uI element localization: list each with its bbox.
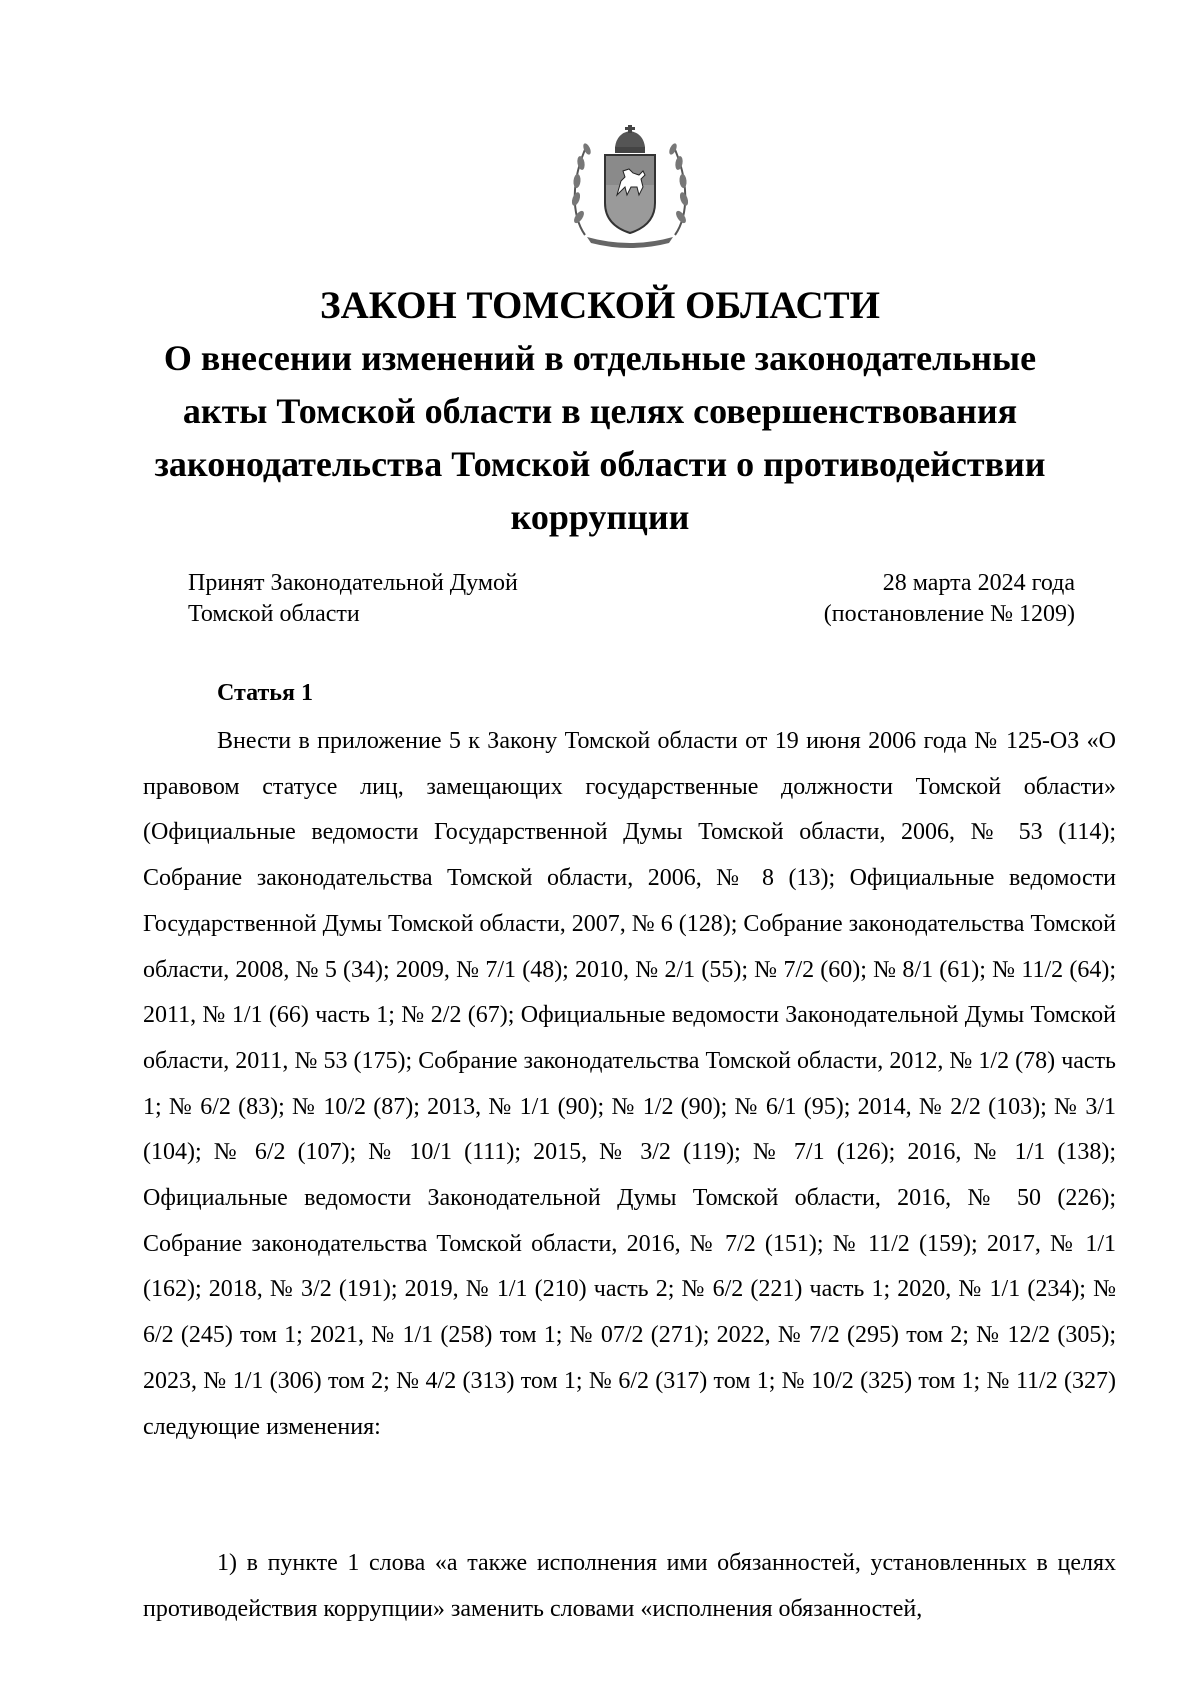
- adopted-by-line: Томской области: [188, 601, 360, 627]
- law-title: ЗАКОН ТОМСКОЙ ОБЛАСТИ: [320, 284, 880, 327]
- law-subject: [0, 332, 1200, 544]
- article-paragraph: Внести в приложение 5 к Закону Томской области от 19 июня 2006 года № 125-ОЗ «О правовом статусе лиц, замещающих государственные должности Томской области» (Официальные ведомости Государственной Думы Томской области, 2006, № 53 (114); Собрание законодательства Томской области, 2006, № 8 (13); Официальные ведомости Государственной Думы Томской области, 2007, № 6 (128); Собрание законодательства Томской области, 2008, № 5 (34); 2009, № 7/1 (48); 2010, № 2/1 (55); № 7/2 (60); № 8/1 (61); № 11/2 (64); 2011, № 1/1 (66) часть 1; № 2/2 (67); Официальные ведомости Законодательной Думы Томской области, 2011, № 53 (175); Собрание законодательства Томской области, 2012, № 1/2 (78) часть 1; № 6/2 (83); № 10/2 (87); 2013, № 1/1 (90); № 1/2 (90); № 6/1 (95); 2014, № 2/2 (103); № 3/1 (104); № 6/2 (107); № 10/1 (111); 2015, № 3/2 (119); № 7/1 (126); 2016, № 1/1 (138); Официальные ведомости Законодательной Думы Томской области, 2016, № 50 (226); Собрание законодательства Томской области, 2016, № 7/2 (151); № 11/2 (159); 2017, № 1/1 (162); 2018, № 3/2 (191); 2019, № 1/1 (210) часть 2; № 6/2 (221) часть 1; 2020, № 1/1 (234); № 6/2 (245) том 1; 2021, № 1/1 (258) том 1; № 07/2 (271); 2022, № 7/2 (295) том 2; № 12/2 (305); 2023, № 1/1 (306) том 2; № 4/2 (313) том 1; № 6/2 (317) том 1; № 10/2 (325) том 1; № 11/2 (327) следующие изменения:: [143, 728, 1116, 1440]
- law-subject-line: коррупции: [510, 497, 690, 537]
- law-subject-line: законодательства Томской области о противодействии: [154, 444, 1046, 484]
- law-subject-line: О внесении изменений в отдельные законодательные: [163, 338, 1037, 378]
- adopted-by-line: Принят Законодательной Думой: [188, 570, 518, 596]
- article-paragraph: 1) в пункте 1 слова «а также исполнения ими обязанностей, установленных в целях противодействия коррупции» заменить словами «исполнения обязанностей,: [143, 1550, 1116, 1622]
- adopted-by: [188, 568, 518, 630]
- resolution-number: (постановление № 1209): [823, 601, 1075, 627]
- law-subject-line: акты Томской области в целях совершенствования: [182, 391, 1018, 431]
- adoption-date: [824, 568, 1075, 630]
- adoption-date-line: 28 марта 2024 года: [882, 570, 1075, 596]
- coat-of-arms-icon: [565, 125, 695, 251]
- article-heading: Статья 1: [217, 680, 313, 706]
